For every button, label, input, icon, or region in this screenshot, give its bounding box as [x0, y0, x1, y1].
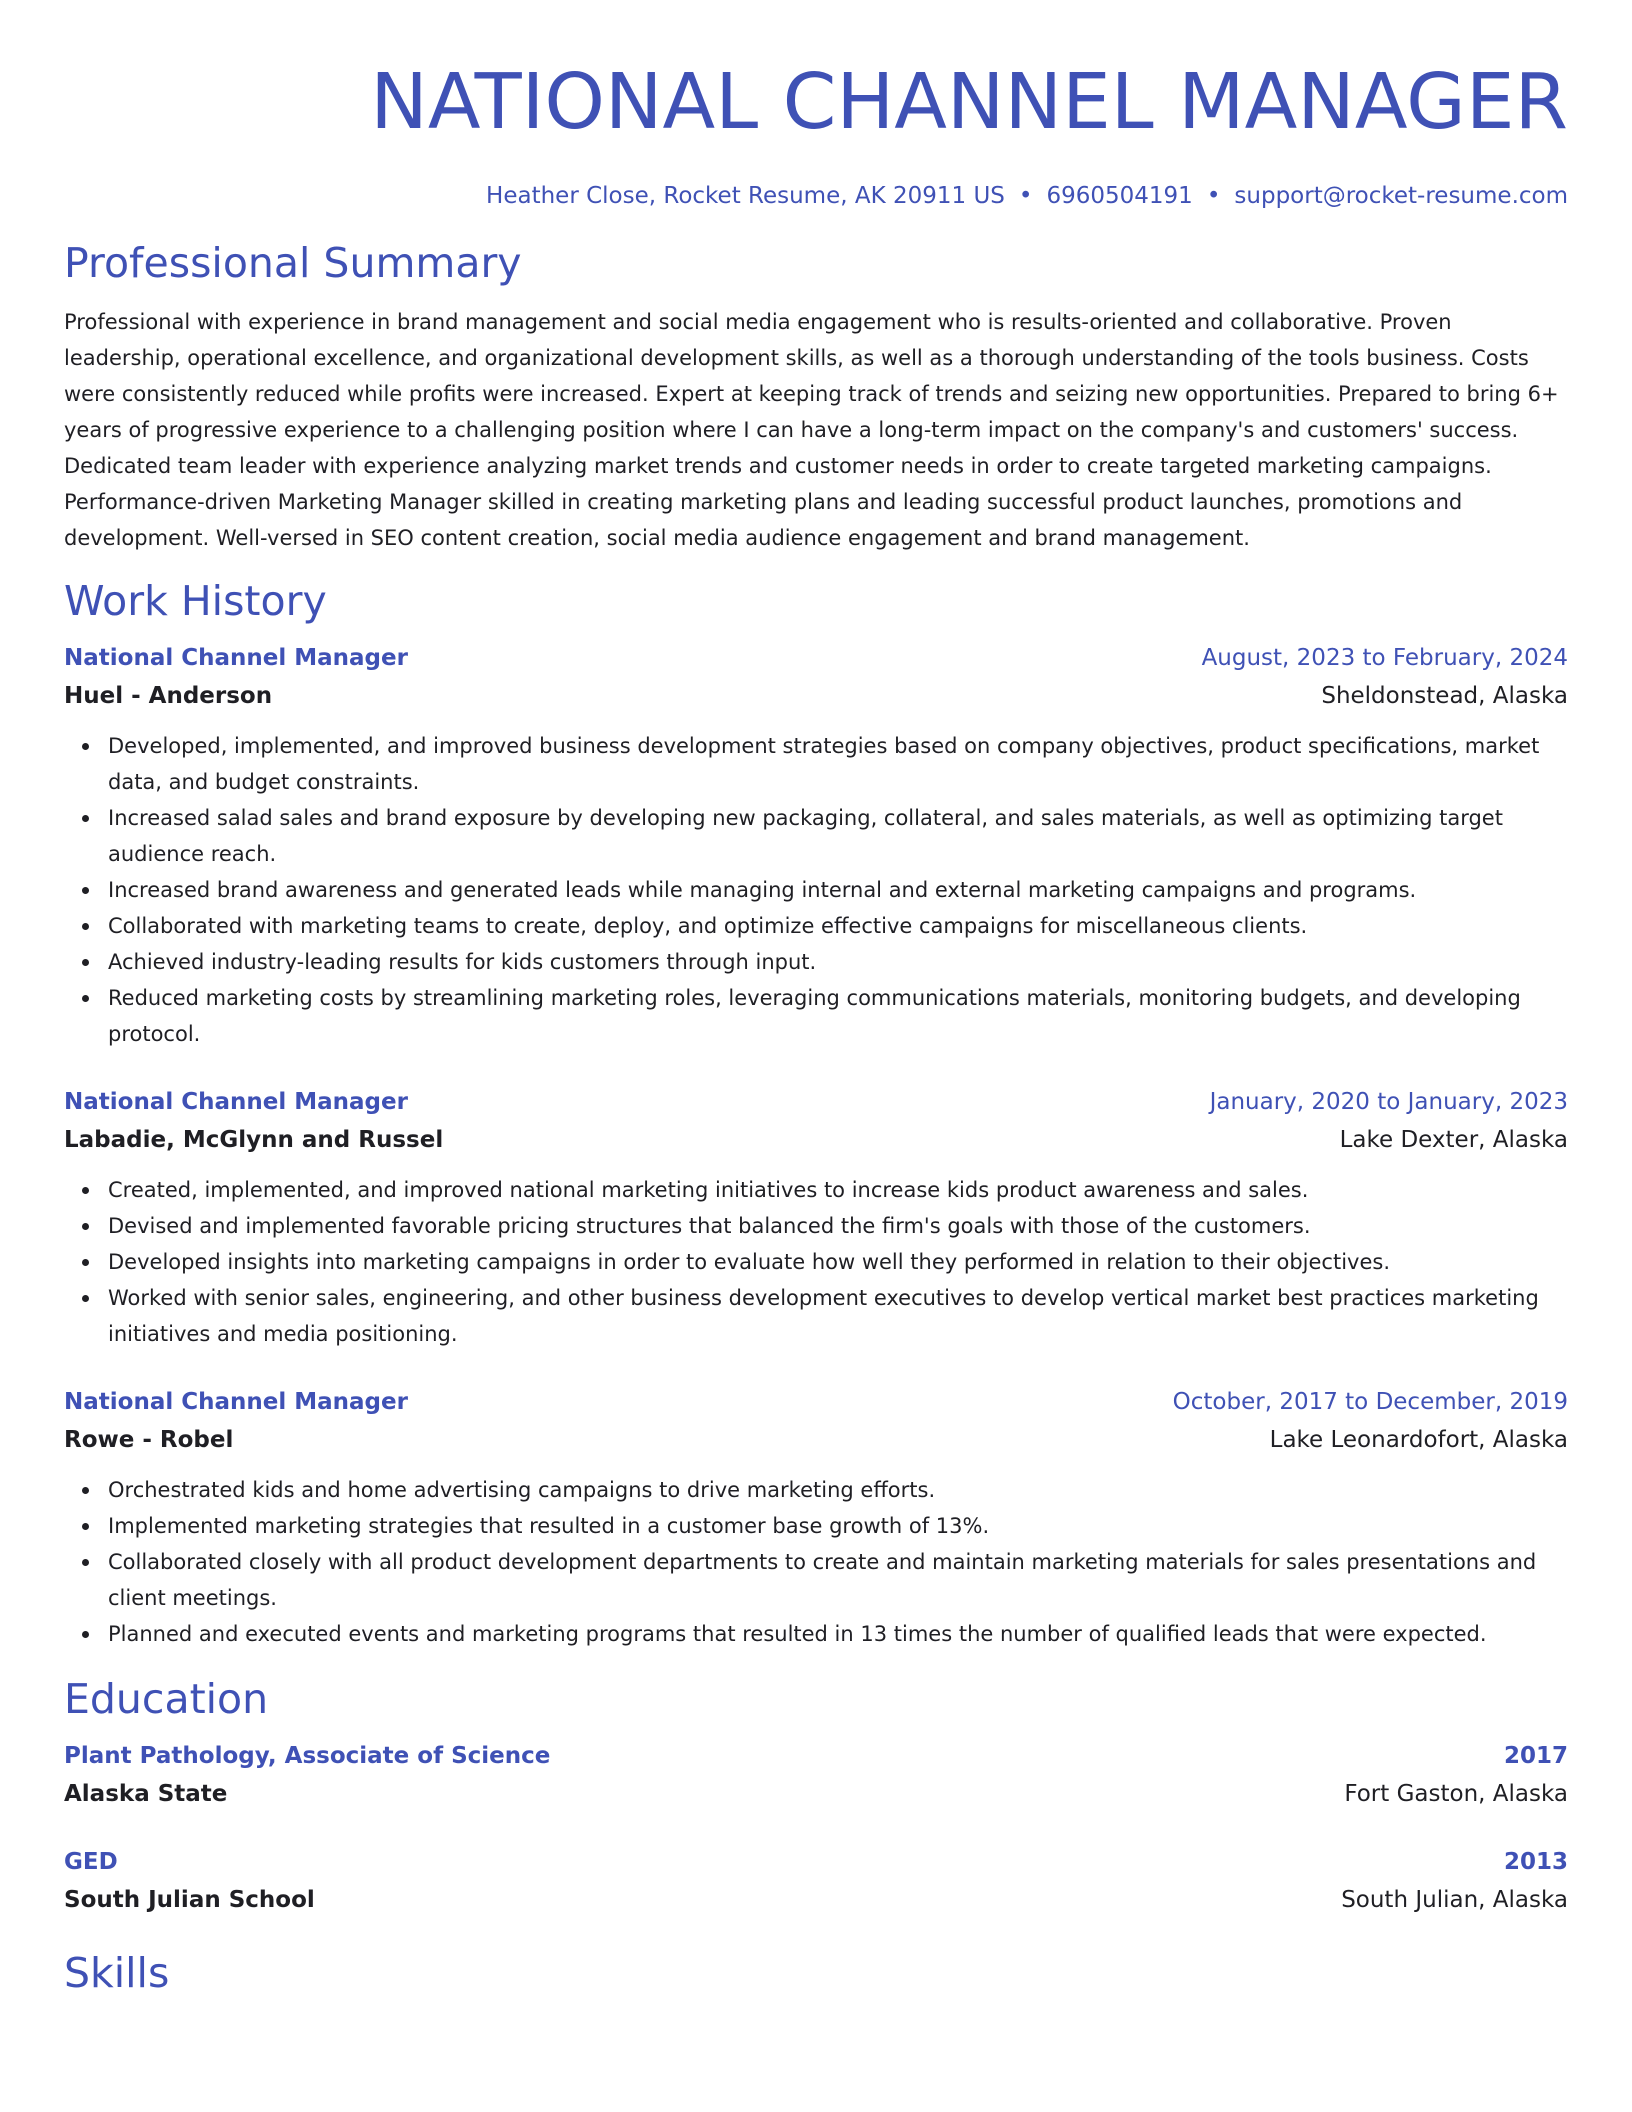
job-bullets	[64, 1472, 1568, 1652]
work-history-section	[64, 576, 1568, 1652]
job-entry	[64, 640, 1568, 1052]
job-bullet: Increased brand awareness and generated leads while managing internal and external marketing campaigns and programs.	[108, 872, 1568, 908]
section-heading-summary: Professional Summary	[64, 239, 522, 287]
job-company: Labadie, McGlynn and Russel	[64, 1127, 444, 1153]
job-bullet: Created, implemented, and improved national marketing initiatives to increase kids product awareness and sales.	[108, 1172, 1568, 1208]
job-company-row	[64, 1120, 1568, 1160]
education-school-row	[64, 1880, 1568, 1920]
education-school-row	[64, 1774, 1568, 1814]
education-school: Alaska State	[64, 1781, 228, 1807]
resume-header	[64, 58, 1568, 211]
job-title: NATIONAL CHANNEL MANAGER	[370, 58, 1568, 147]
job-company-row	[64, 1420, 1568, 1460]
contact-phone: 6960504191	[1046, 183, 1193, 209]
section-heading-education: Education	[64, 1675, 269, 1723]
section-heading-skills: Skills	[64, 1949, 170, 1997]
job-bullet: Implemented marketing strategies that resulted in a customer base growth of 13%.	[108, 1508, 1568, 1544]
job-title-row	[64, 640, 1568, 676]
job-bullet: Collaborated closely with all product development departments to create and maintain marketing materials for sales presentations and client meetings.	[108, 1544, 1568, 1616]
education-year: 2013	[1503, 1849, 1568, 1875]
education-location: Fort Gaston, Alaska	[1344, 1781, 1568, 1807]
contact-email: support@rocket-resume.com	[1234, 183, 1568, 209]
job-title-row	[64, 1384, 1568, 1420]
contact-address: Heather Close, Rocket Resume, AK 20911 US	[486, 183, 1005, 209]
job-bullet: Worked with senior sales, engineering, and other business development executives to develop vertical market best practices marketing initiatives and media positioning.	[108, 1280, 1568, 1352]
job-entry	[64, 1084, 1568, 1352]
job-bullet: Collaborated with marketing teams to create, deploy, and optimize effective campaigns for miscellaneous clients.	[108, 908, 1568, 944]
job-bullet: Achieved industry-leading results for kids customers through input.	[108, 944, 1568, 980]
job-title-row	[64, 1084, 1568, 1120]
job-role: National Channel Manager	[64, 1389, 408, 1415]
job-entry	[64, 1384, 1568, 1652]
education-degree: Plant Pathology, Associate of Science	[64, 1743, 551, 1769]
skills-section	[64, 1948, 1568, 1998]
job-company-row	[64, 676, 1568, 716]
job-bullet: Planned and executed events and marketing programs that resulted in 13 times the number of qualified leads that were expected.	[108, 1616, 1568, 1652]
job-bullet: Increased salad sales and brand exposure by developing new packaging, collateral, and sales materials, as well as optimizing target audience reach.	[108, 800, 1568, 872]
contact-separator: •	[1018, 183, 1033, 209]
job-bullets	[64, 1172, 1568, 1352]
education-year: 2017	[1503, 1743, 1568, 1769]
job-location: Lake Dexter, Alaska	[1339, 1127, 1568, 1153]
job-bullet: Orchestrated kids and home advertising campaigns to drive marketing efforts.	[108, 1472, 1568, 1508]
job-location: Sheldonstead, Alaska	[1321, 683, 1568, 709]
contact-line	[64, 181, 1568, 211]
job-dates: October, 2017 to December, 2019	[1172, 1389, 1568, 1415]
education-degree-row	[64, 1738, 1568, 1774]
section-heading-work-history: Work History	[64, 577, 327, 625]
education-entry	[64, 1844, 1568, 1920]
job-bullets	[64, 728, 1568, 1052]
job-bullet: Developed insights into marketing campaigns in order to evaluate how well they performed in relation to their objectives.	[108, 1244, 1568, 1280]
job-bullet: Reduced marketing costs by streamlining marketing roles, leveraging communications materials, monitoring budgets, and developing protocol.	[108, 980, 1568, 1052]
education-degree: GED	[64, 1849, 118, 1875]
education-entry	[64, 1738, 1568, 1814]
job-location: Lake Leonardofort, Alaska	[1269, 1427, 1568, 1453]
summary-section	[64, 238, 1568, 556]
summary-text: Professional with experience in brand management and social media engagement who is results-oriented and collaborative. Proven leadership, operational excellence, and organizational development skills, as well as a thorough understanding of the tools business. Costs were consistently reduced while profits were increased. Expert at keeping track of trends and seizing new opportunities. Prepared to bring 6+ years of progressive experience to a challenging position where I can have a long-term impact on the company's and customers' success. Dedicated team leader with experience analyzing market trends and customer needs in order to create targeted marketing campaigns. Performance-driven Marketing Manager skilled in creating marketing plans and leading successful product launches, promotions and development. Well-versed in SEO content creation, social media audience engagement and brand management.	[64, 310, 1559, 550]
education-school: South Julian School	[64, 1887, 315, 1913]
education-degree-row	[64, 1844, 1568, 1880]
job-company: Rowe - Robel	[64, 1427, 234, 1453]
job-role: National Channel Manager	[64, 1089, 408, 1115]
education-location: South Julian, Alaska	[1341, 1887, 1568, 1913]
job-role: National Channel Manager	[64, 645, 408, 671]
job-dates: January, 2020 to January, 2023	[1209, 1089, 1568, 1115]
job-bullet: Devised and implemented favorable pricing structures that balanced the firm's goals with those of the customers.	[108, 1208, 1568, 1244]
job-company: Huel - Anderson	[64, 683, 273, 709]
education-section	[64, 1674, 1568, 1920]
contact-separator: •	[1206, 183, 1221, 209]
job-dates: August, 2023 to February, 2024	[1201, 645, 1568, 671]
job-bullet: Developed, implemented, and improved business development strategies based on company objectives, product specifications, market data, and budget constraints.	[108, 728, 1568, 800]
